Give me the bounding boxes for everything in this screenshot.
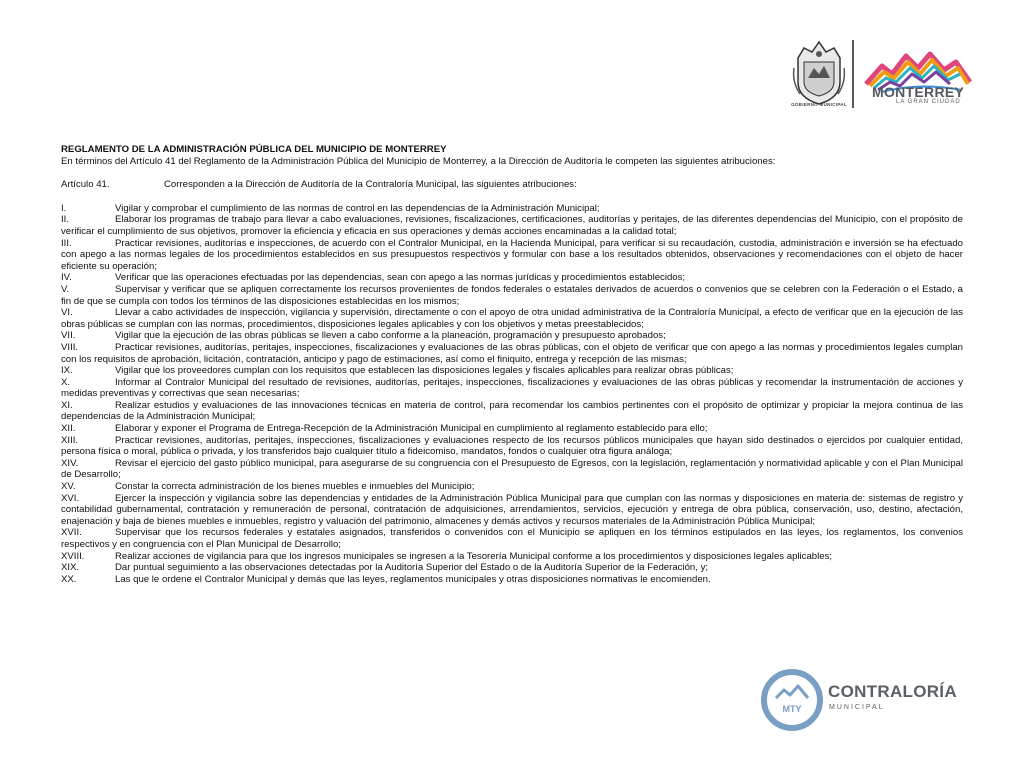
header-logos: [786, 36, 986, 112]
list-item: [61, 562, 963, 574]
item-number: XVIII.: [61, 550, 85, 562]
seal-caption: GOBIERNO MUNICIPAL: [791, 102, 847, 107]
item-text: Informar al Contralor Municipal del resultado de revisiones, auditorías, peritajes, inspecciones, fiscalizaciones y evaluaciones de las obras públicas y recomendar la instrumentación de acciones y medidas preventivas y correctivas que sean necesarias;: [61, 376, 963, 400]
item-text: Vigilar que los proveedores cumplan con los requisitos que establecen las disposiciones legales y fiscales aplicables para realizar obras públicas;: [115, 365, 734, 377]
list-item: [61, 203, 963, 215]
intro-paragraph: En términos del Artículo 41 del Reglamento de la Administración Pública del Municipio de Monterrey, a la Dirección de Auditoría le competen las siguientes atribuciones:: [61, 155, 776, 167]
list-item: [61, 400, 963, 423]
list-item: [61, 377, 963, 400]
article-heading: [61, 179, 963, 191]
municipal-seal-icon: [790, 38, 848, 106]
item-text: Revisar el ejercicio del gasto público municipal, para asegurarse de su congruencia con el Presupuesto de Egresos, con la legislación, reglamentación y normatividad aplicable y con el Plan Municipal de Desarrollo;: [61, 457, 963, 481]
item-number: III.: [61, 237, 72, 249]
item-number: VIII.: [61, 341, 79, 353]
item-text: Vigilar que la ejecución de las obras públicas se lleven a cabo conforme a la planeación, programación y presupuesto aprobados;: [115, 330, 666, 342]
item-number: IX.: [61, 365, 73, 377]
list-item: [61, 435, 963, 458]
item-number: VII.: [61, 330, 76, 342]
list-item: [61, 214, 963, 237]
item-text: Llevar a cabo actividades de inspección, vigilancia y supervisión, directamente o con el apoyo de otra unidad administrativa de la Contraloría Municipal, a efecto de verificar que en la ejecución de las obras públicas se cumplan con las normas, procedimientos, disposiciones legales aplicables y con los objetivos y metas preestablecidos;: [61, 307, 963, 330]
item-number: XIII.: [61, 434, 79, 446]
attributions-list: [61, 203, 963, 586]
list-item: [61, 342, 963, 365]
item-text: Practicar revisiones, auditorías e inspecciones, de acuerdo con el Contralor Municipal, en la Hacienda Municipal, para verificar si su recaudación, custodia, administración e inversión se ha efectuado con apego a las normas legales de los procedimientos establecidos en sus presupuestos respectivos y formular con base a los resultados obtenidos, observaciones y recomendaciones con el objeto de hacer eficiente su operación;: [61, 237, 963, 272]
item-number: XVII.: [61, 527, 82, 539]
item-text: Vigilar y comprobar el cumplimiento de las normas de control en las dependencias de la Administración Municipal;: [115, 202, 600, 214]
item-text: Realizar estudios y evaluaciones de las innovaciones técnicas en materia de control, para recomendar los cambios pertinentes con el propósito de optimizar y propiciar la mejora continua de las dependencias de la Administración Municipal;: [61, 399, 963, 423]
item-text: Dar puntual seguimiento a las observaciones detectadas por la Auditoría Superior del Estado o de la Auditoría Superior de la Federación, y;: [115, 562, 709, 574]
list-item: [61, 493, 963, 528]
item-number: I.: [61, 202, 67, 214]
list-item: [61, 551, 963, 563]
item-number: VI.: [61, 307, 73, 319]
city-tagline: LA GRAN CIUDAD: [896, 99, 961, 105]
list-item: [61, 272, 963, 284]
list-item: [61, 307, 963, 330]
document-title: REGLAMENTO DE LA ADMINISTRACIÓN PÚBLICA DEL MUNICIPIO DE MONTERREY: [61, 144, 447, 155]
item-number: XVI.: [61, 492, 80, 504]
list-item: [61, 423, 963, 435]
list-item: [61, 365, 963, 377]
item-text: Elaborar y exponer el Programa de Entrega-Recepción de la Administración Municipal en cumplimiento al reglamento establecido para ello;: [115, 423, 708, 435]
header-divider: [852, 40, 854, 108]
item-number: V.: [61, 283, 70, 295]
item-number: II.: [61, 214, 69, 226]
item-number: XX.: [61, 573, 77, 585]
list-item: [61, 527, 963, 550]
list-item: [61, 574, 963, 586]
list-item: [61, 238, 963, 273]
item-text: Constar la correcta administración de los bienes muebles e inmuebles del Municipio;: [115, 481, 475, 493]
item-number: X.: [61, 376, 71, 388]
contraloria-logo: [760, 668, 990, 732]
document-body: [61, 144, 963, 585]
list-item: [61, 284, 963, 307]
item-number: XIX.: [61, 562, 80, 574]
article-text: Corresponden a la Dirección de Auditoría de la Contraloría Municipal, las siguientes atribuciones:: [164, 179, 577, 191]
item-number: XI.: [61, 399, 73, 411]
footer-title: CONTRALORÍA: [828, 682, 957, 701]
list-item: [61, 481, 963, 493]
footer-subtitle: MUNICIPAL: [829, 704, 885, 711]
item-text: Practicar revisiones, auditorías, peritajes, inspecciones, fiscalizaciones y evaluaciones de las obras públicas, con el objeto de verificar que con apego a las normas y procedimientos legales cumplan con los requisitos de aprobación, licitación, contratación, anticipo y pago de estimaciones, así como el finiquito, entrega y recepción de las mismas;: [61, 341, 963, 365]
item-text: Ejercer la inspección y vigilancia sobre las dependencias y entidades de la Administración Pública Municipal para que cumplan con las normas y disposiciones en materia de: sistemas de registro y contabilidad gubernamental, contratación y remuneración de personal, contratación de adquisiciones, arrendamientos, servicios, ejecución y entrega de obra pública, conservación, uso, destino, afectación, enajenación y baja de bienes muebles e inmuebles, registro y valuación del patrimonio, almacenes y demás activos y recursos materiales de la Administración Pública Municipal;: [61, 492, 963, 527]
item-number: IV.: [61, 272, 72, 284]
item-text: Las que le ordene el Contralor Municipal y demás que las leyes, reglamentos municipales y otras disposiciones normativas le encomienden.: [115, 573, 711, 585]
item-text: Elaborar los programas de trabajo para llevar a cabo evaluaciones, revisiones, fiscalizaciones, certificaciones, auditorías y peritajes, de las diferentes dependencias del Municipio, con el propósito de verificar el cumplimiento de sus objetivos, promover la eficiencia y eficacia en sus operaciones y demás acciones encaminadas a la calidad total;: [61, 214, 963, 237]
city-name: MONTERREY: [872, 84, 965, 100]
item-text: Supervisar y verificar que se apliquen correctamente los recursos provenientes de fondos federales o estatales derivados de acuerdos o convenios que se celebren con la Federación o el Estado, a fin de que se cumpla con todos los términos de las disposiciones establecidas en los mismos;: [61, 283, 963, 307]
item-number: XV.: [61, 481, 76, 493]
item-text: Practicar revisiones, auditorías, peritajes, inspecciones, fiscalizaciones y evaluaciones respecto de los recursos públicos municipales que hayan sido destinados o ejercidos por cualquier entidad, persona física o moral, pública o privada, y los transferidos bajo cualquier título a fideicomiso, mandatos, fondos o cualquier otra figura análoga;: [61, 434, 963, 458]
item-number: XII.: [61, 423, 76, 435]
article-number: Artículo 41.: [61, 179, 110, 191]
footer-badge-text: MTY: [782, 704, 802, 714]
item-text: Realizar acciones de vigilancia para que los ingresos municipales se ingresen a la Tesorería Municipal conforme a los procedimientos y disposiciones legales aplicables;: [115, 550, 833, 562]
list-item: [61, 458, 963, 481]
item-text: Verificar que las operaciones efectuadas por las dependencias, sean con apego a las normas jurídicas y procedimientos establecidos;: [115, 272, 686, 284]
item-number: XIV.: [61, 457, 79, 469]
item-text: Supervisar que los recursos federales y estatales asignados, transferidos o convenidos con el Municipio se apliquen en los términos estipulados en las leyes, los reglamentos, los convenios respectivos y en congruencia con el Plan Municipal de Desarrollo;: [61, 527, 963, 550]
contraloria-mty-badge-icon: [760, 668, 824, 732]
list-item: [61, 330, 963, 342]
